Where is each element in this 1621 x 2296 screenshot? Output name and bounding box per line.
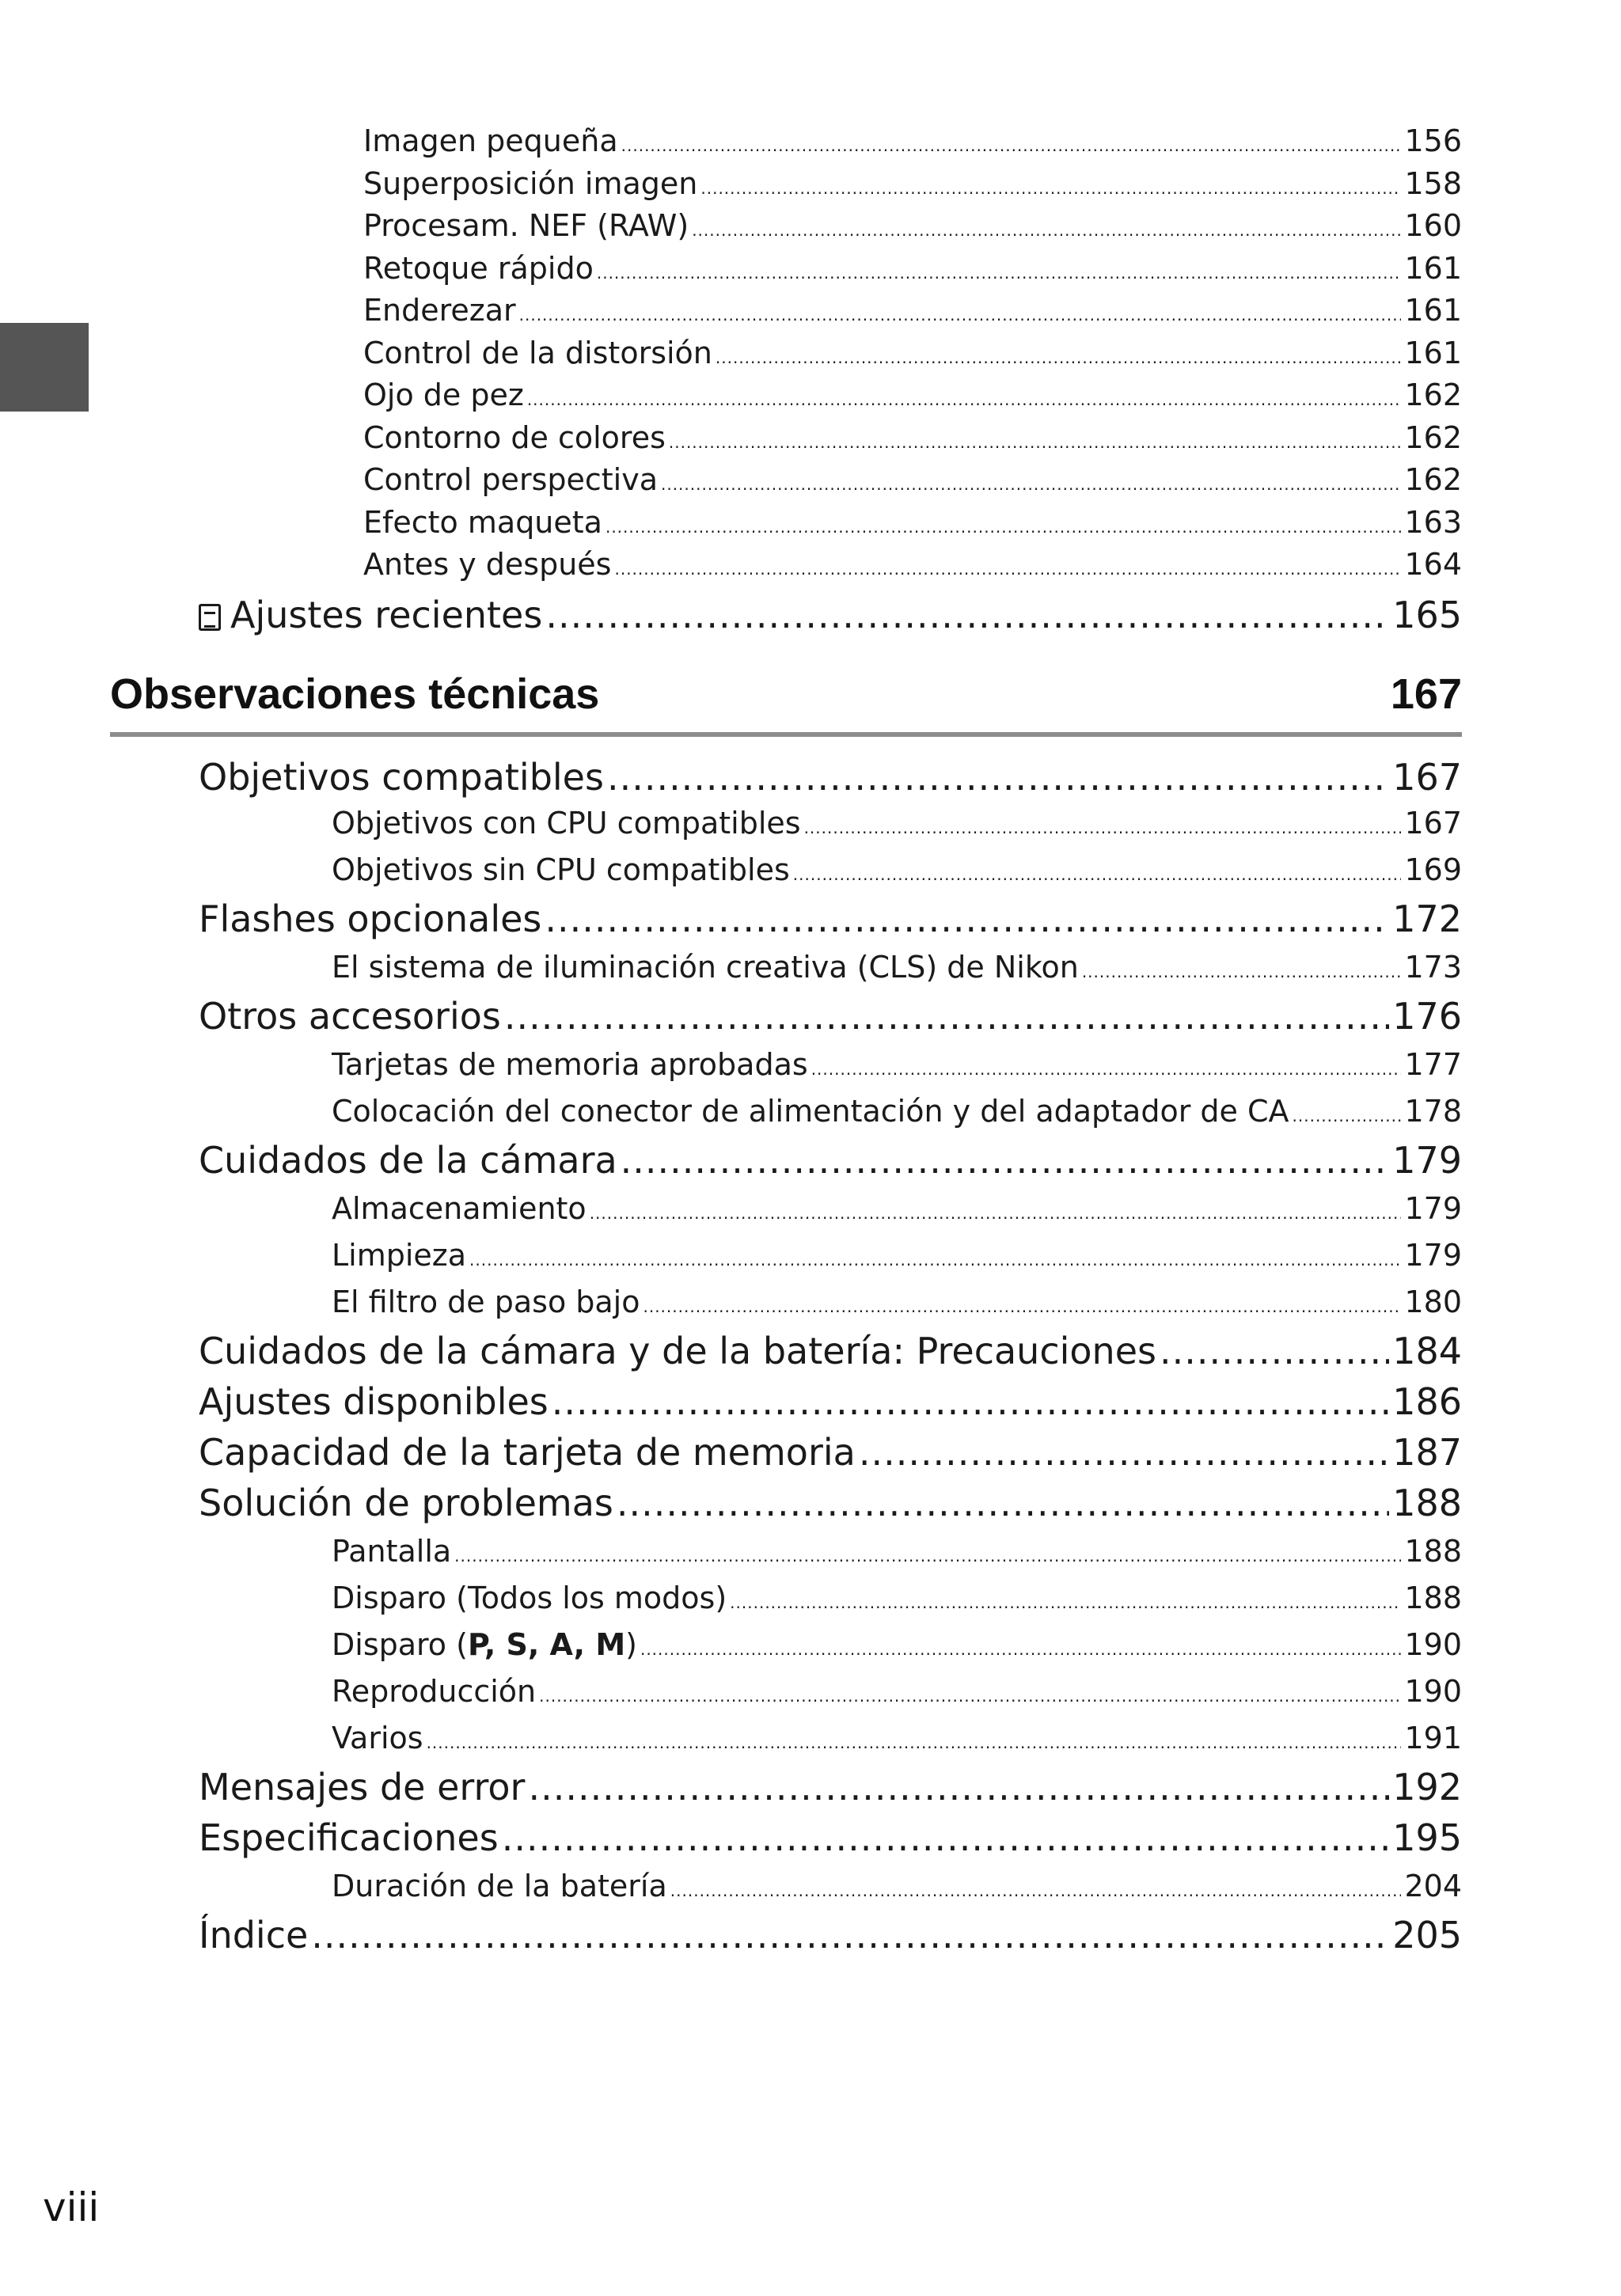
toc-label-text: Ajustes disponibles — [199, 1380, 549, 1423]
dot-leader — [669, 417, 1402, 465]
dot-leader — [545, 894, 1389, 944]
section-rule — [110, 732, 1462, 737]
toc-label-text: El sistema de iluminación creativa (CLS) de Nikon — [332, 950, 1079, 985]
toc-page-number: 161 — [1404, 250, 1462, 286]
toc-label-text: Almacenamiento — [332, 1191, 587, 1226]
dot-leader — [590, 1186, 1402, 1237]
toc-label — [363, 417, 666, 460]
dot-leader — [692, 205, 1401, 252]
toc-entry[interactable] — [0, 1042, 1621, 1088]
toc-entry[interactable] — [0, 544, 1621, 586]
toc-label-text: Colocación del conector de alimentación y del adaptador de CA — [332, 1094, 1289, 1129]
toc-page-number: 156 — [1404, 123, 1462, 158]
toc-entry[interactable] — [0, 1715, 1621, 1762]
section-title: Observaciones técnicas — [110, 670, 600, 718]
toc-entry[interactable] — [0, 120, 1621, 163]
toc-page-number: 192 — [1392, 1766, 1462, 1808]
toc-entry[interactable] — [0, 290, 1621, 332]
toc-entry[interactable] — [0, 1668, 1621, 1715]
toc-page-number: 179 — [1404, 1191, 1462, 1226]
recent-settings-icon — [199, 604, 221, 631]
toc-label-text: Cuidados de la cámara y de la batería: Precauciones — [199, 1330, 1156, 1372]
toc-label — [332, 1186, 587, 1232]
toc-label — [363, 332, 712, 375]
toc-label-text: Otros accesorios — [199, 995, 501, 1038]
toc-label-text: Reproducción — [332, 1674, 537, 1709]
toc-entry[interactable] — [0, 991, 1621, 1042]
toc-page-number: 178 — [1404, 1094, 1462, 1129]
toc-label-text: Capacidad de la tarjeta de memoria — [199, 1431, 856, 1474]
toc-page-number: 162 — [1404, 378, 1462, 412]
dot-leader — [716, 332, 1402, 380]
dot-leader — [621, 1135, 1390, 1186]
toc-label-text: Objetivos con CPU compatibles — [332, 806, 801, 841]
toc-entry[interactable] — [0, 800, 1621, 847]
toc-entry[interactable] — [0, 1622, 1621, 1668]
toc-entry[interactable] — [0, 847, 1621, 894]
toc-label-text: Control de la distorsión — [363, 335, 712, 370]
toc-entry[interactable] — [0, 1088, 1621, 1135]
toc-label-text: Tarjetas de memoria aprobadas — [332, 1047, 808, 1082]
toc-page-number: 172 — [1392, 898, 1462, 940]
toc-label — [199, 1762, 525, 1812]
toc-label — [332, 1575, 727, 1622]
dot-leader — [469, 1232, 1401, 1284]
toc-label — [332, 1863, 667, 1910]
toc-page-number: 188 — [1392, 1482, 1462, 1524]
dot-leader — [614, 544, 1401, 591]
dot-leader — [504, 991, 1389, 1042]
dot-leader — [793, 847, 1402, 898]
toc-label — [199, 1478, 613, 1528]
toc-entry[interactable] — [0, 754, 1621, 800]
toc-label — [332, 1622, 637, 1668]
dot-leader — [597, 248, 1402, 295]
dot-leader — [539, 1668, 1401, 1720]
toc-label-text: Duración de la batería — [332, 1869, 667, 1903]
toc-label-text: Control perspectiva — [363, 462, 658, 497]
toc-label-text: Superposición imagen — [363, 165, 698, 201]
dot-leader — [552, 1376, 1389, 1427]
toc-entry[interactable] — [0, 1528, 1621, 1575]
section-heading — [110, 666, 1462, 722]
toc-entry[interactable] — [0, 1910, 1621, 1960]
toc-label — [363, 163, 697, 206]
dot-leader — [1293, 1088, 1402, 1140]
toc-page-number: 167 — [1404, 806, 1462, 841]
toc-page-number: 161 — [1404, 293, 1462, 328]
toc-label — [199, 1427, 856, 1478]
toc-page-number: 190 — [1404, 1674, 1462, 1709]
toc-label — [363, 120, 618, 163]
dot-leader — [661, 459, 1401, 507]
toc-page-number: 204 — [1404, 1869, 1462, 1903]
dot-leader — [607, 754, 1389, 800]
toc-label-text: Objetivos sin CPU compatibles — [332, 852, 790, 887]
page-folio: viii — [43, 2184, 100, 2230]
toc-label-text: Enderezar — [363, 293, 516, 328]
toc-entry-recent-settings[interactable] — [0, 590, 1621, 640]
toc-entry[interactable] — [0, 1186, 1621, 1232]
toc-page-number: 162 — [1404, 419, 1462, 455]
toc-page-number: 205 — [1392, 1914, 1462, 1956]
toc-entry[interactable] — [0, 374, 1621, 417]
dot-leader — [640, 1622, 1402, 1673]
toc-page-number: 195 — [1392, 1816, 1462, 1859]
toc-entry[interactable] — [0, 1232, 1621, 1279]
toc-entry[interactable] — [0, 1376, 1621, 1427]
toc-label-text: Índice — [199, 1914, 309, 1956]
dot-leader — [1160, 1326, 1389, 1376]
toc-page-number: 167 — [1392, 756, 1462, 799]
dot-leader — [502, 1812, 1389, 1863]
toc-label — [332, 1715, 423, 1762]
toc-entry[interactable] — [0, 1575, 1621, 1622]
toc-label-text: Disparo ( — [332, 1627, 468, 1662]
toc-label-text: Objetivos compatibles — [199, 756, 604, 799]
dot-leader — [621, 120, 1402, 168]
toc-label-text: Antes y después — [363, 547, 612, 582]
toc-entry[interactable] — [0, 894, 1621, 944]
toc-entry[interactable] — [0, 1326, 1621, 1376]
dot-leader — [617, 1478, 1389, 1528]
toc-entry[interactable] — [0, 205, 1621, 248]
toc-label — [332, 1668, 536, 1715]
toc-page-number: 186 — [1392, 1380, 1462, 1423]
toc-entry[interactable] — [0, 332, 1621, 375]
toc-label-text: Retoque rápido — [363, 250, 594, 286]
dot-leader — [730, 1575, 1401, 1626]
toc-label — [332, 1528, 451, 1575]
toc-entry[interactable] — [0, 502, 1621, 545]
toc-entry[interactable] — [0, 248, 1621, 290]
toc-page-number: 179 — [1392, 1139, 1462, 1182]
toc-page-number: 162 — [1404, 462, 1462, 497]
toc-label — [332, 1232, 466, 1279]
toc-label — [363, 544, 611, 586]
dot-leader — [454, 1528, 1401, 1580]
dot-leader — [606, 502, 1402, 549]
toc-main-list — [0, 754, 1621, 1960]
toc-label-text: Disparo (Todos los modos) — [332, 1581, 727, 1615]
toc-top-list — [0, 120, 1621, 586]
toc-label-text: Cuidados de la cámara — [199, 1139, 617, 1182]
toc-page-number: 180 — [1404, 1285, 1462, 1319]
dot-leader — [519, 290, 1402, 337]
toc-label — [332, 1279, 640, 1326]
toc-label-text: Mensajes de error — [199, 1766, 526, 1808]
dot-leader — [1082, 944, 1402, 996]
toc-label — [199, 1326, 1156, 1376]
toc-entry[interactable] — [0, 1812, 1621, 1863]
toc-entry[interactable] — [0, 1478, 1621, 1528]
toc-entry[interactable] — [0, 417, 1621, 460]
toc-page-number: 188 — [1404, 1581, 1462, 1615]
toc-label — [199, 1910, 308, 1960]
toc-entry[interactable] — [0, 1762, 1621, 1812]
toc-page-number: 176 — [1392, 995, 1462, 1038]
toc-label — [199, 1376, 549, 1427]
toc-label — [363, 205, 689, 248]
dot-leader — [670, 1863, 1402, 1915]
toc-label — [332, 847, 790, 894]
toc-label-text: Ojo de pez — [363, 378, 524, 412]
dot-leader — [527, 374, 1402, 422]
toc-label — [363, 459, 658, 502]
dot-leader — [311, 1910, 1389, 1960]
toc-page-number: 173 — [1404, 950, 1462, 985]
toc-page-number: 184 — [1392, 1330, 1462, 1372]
toc-label-text: El filtro de paso bajo — [332, 1285, 640, 1319]
toc-label-text: Efecto maqueta — [363, 504, 602, 540]
toc-label-text: Imagen pequeña — [363, 123, 618, 158]
toc-label — [332, 800, 801, 847]
dot-leader — [811, 1042, 1402, 1093]
toc-label-text-after: ) — [625, 1627, 637, 1662]
toc-page-number: 160 — [1404, 208, 1462, 243]
toc-page-number: 163 — [1404, 504, 1462, 540]
dot-leader — [804, 800, 1402, 852]
dot-leader — [859, 1427, 1389, 1478]
toc-label — [363, 248, 594, 290]
toc-entry[interactable] — [0, 1863, 1621, 1910]
toc-label-text: Limpieza — [332, 1238, 467, 1273]
toc-page-number: 161 — [1404, 335, 1462, 370]
toc-page-number: 187 — [1392, 1431, 1462, 1474]
toc-label-bold-modes: P, S, A, M — [467, 1627, 626, 1662]
toc-label — [199, 1135, 617, 1186]
toc-label — [363, 290, 516, 332]
section-page-number: 167 — [1390, 670, 1462, 718]
toc-page-number: 191 — [1404, 1721, 1462, 1755]
dot-leader — [700, 163, 1401, 211]
dot-leader — [643, 1279, 1401, 1330]
toc-entry[interactable] — [0, 459, 1621, 502]
toc-label: Ajustes recientes — [230, 594, 543, 636]
toc-label — [199, 1812, 499, 1863]
toc-entry[interactable] — [0, 944, 1621, 991]
toc-page-number: 158 — [1404, 165, 1462, 201]
toc-label-text: Especificaciones — [199, 1816, 499, 1859]
toc-page-number: 177 — [1404, 1047, 1462, 1082]
toc-label-text: Varios — [332, 1721, 423, 1755]
toc-entry[interactable] — [0, 163, 1621, 206]
dot-leader — [427, 1715, 1402, 1767]
dot-leader — [528, 1762, 1389, 1812]
toc-label — [199, 991, 501, 1042]
toc-entry[interactable] — [0, 1279, 1621, 1326]
toc-label — [363, 502, 602, 545]
toc-label — [332, 1042, 808, 1088]
toc-page-number: 190 — [1404, 1627, 1462, 1662]
toc-label-text: Procesam. NEF (RAW) — [363, 208, 689, 243]
toc-label — [199, 894, 541, 944]
toc-label — [199, 754, 604, 800]
toc-label-text: Solución de problemas — [199, 1482, 613, 1524]
toc-label-text: Pantalla — [332, 1534, 452, 1569]
toc-label — [332, 944, 1079, 991]
toc-label — [332, 1088, 1289, 1135]
toc-label-text: Contorno de colores — [363, 419, 666, 455]
toc-label — [363, 374, 524, 417]
toc-label-text: Flashes opcionales — [199, 898, 542, 940]
toc-entry[interactable] — [0, 1427, 1621, 1478]
toc-page-number: 164 — [1404, 547, 1462, 582]
toc-page-number: 179 — [1404, 1238, 1462, 1273]
toc-entry[interactable] — [0, 1135, 1621, 1186]
toc-page-number: 188 — [1404, 1534, 1462, 1569]
toc-page-number: 165 — [1392, 594, 1462, 636]
toc-page-number: 169 — [1404, 852, 1462, 887]
dot-leader — [545, 590, 1389, 640]
